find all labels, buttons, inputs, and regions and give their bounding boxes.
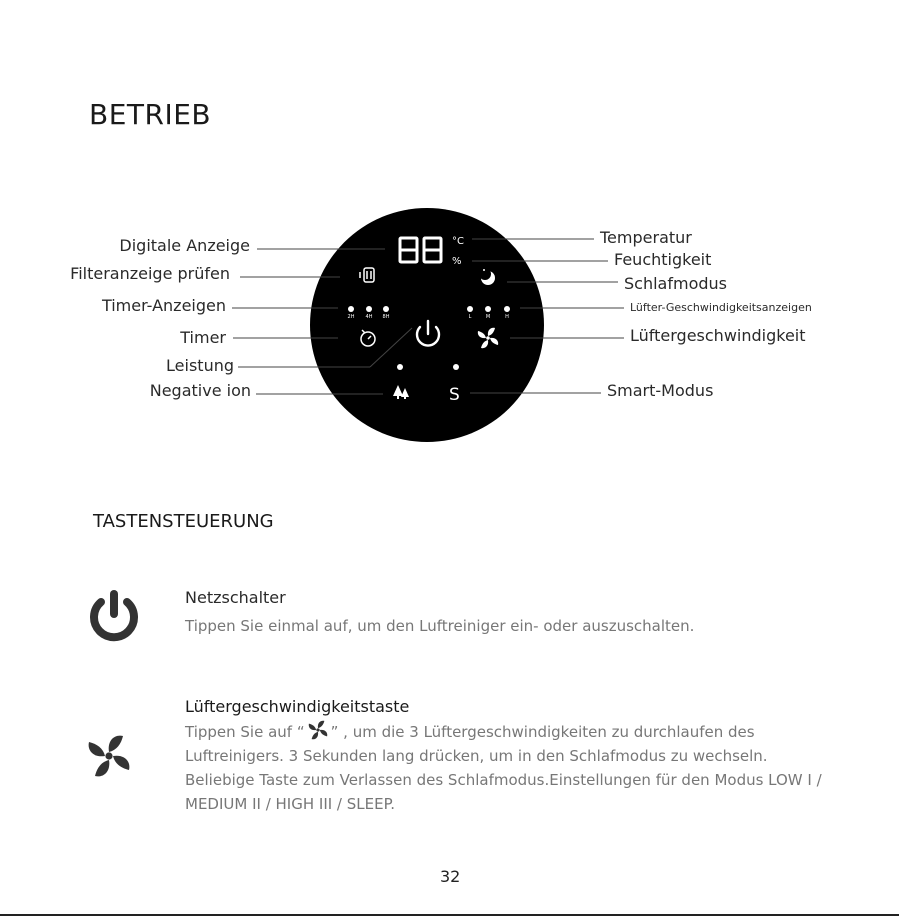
speed-label-m: M [485, 314, 491, 320]
page-number: 32 [440, 867, 461, 886]
percent-unit: % [452, 256, 462, 267]
speed-label-h: H [505, 314, 509, 320]
label-timer: Timer [180, 328, 226, 347]
item-text-fan [185, 720, 825, 816]
label-filter-check: Filteranzeige prüfen [70, 264, 230, 283]
label-fan-speed: Lüftergeschwindigkeit [630, 326, 806, 345]
label-temperature: Temperatur [600, 228, 692, 247]
power-button-icon [85, 588, 143, 644]
item-text-fan-before: Tippen Sie auf “ [185, 723, 305, 741]
inline-fan-icon [305, 720, 331, 740]
label-negative-ion: Negative ion [149, 381, 251, 400]
item-heading-fan: Lüftergeschwindigkeitstaste [185, 697, 410, 716]
timer-label-4h: 4H [365, 314, 373, 320]
item-heading-power: Netzschalter [185, 588, 286, 607]
footer-rule [0, 914, 899, 916]
fan-button-icon [86, 733, 132, 779]
label-sleep-mode: Schlafmodus [624, 274, 727, 293]
timer-label-2h: 2H [347, 314, 355, 320]
label-fan-speed-indicators: Lüfter-Geschwindigkeitsanzeigen [630, 301, 812, 314]
timer-label-8h: 8H [382, 314, 390, 320]
label-smart-mode: Smart-Modus [607, 381, 714, 400]
smart-indicator-dot [453, 364, 459, 370]
label-humidity: Feuchtigkeit [614, 250, 712, 269]
item-text-fan-after: ” , um die 3 Lüftergeschwindigkeiten zu durchlaufen des Luftreinigers. 3 Sekunden lang drücken, um in den Schlafmodus zu wechseln. Beliebige Taste zum Verlassen des Schlafmodus.Einstellungen für den Modus LOW I / MEDIUM II / HIGH III / SLEEP. [185, 723, 822, 813]
speed-label-l: L [468, 314, 472, 320]
smart-mode-icon[interactable]: S [449, 385, 460, 405]
label-digital-display: Digitale Anzeige [119, 236, 250, 255]
label-timer-indicators: Timer-Anzeigen [101, 296, 226, 315]
label-power: Leistung [166, 356, 234, 375]
ion-indicator-dot [397, 364, 403, 370]
celsius-unit: °C [452, 236, 464, 247]
page-title: BETRIEB [89, 98, 212, 131]
section-title: TASTENSTEUERUNG [93, 511, 274, 532]
item-text-power: Tippen Sie einmal auf, um den Luftreiniger ein- oder auszuschalten. [185, 617, 695, 635]
